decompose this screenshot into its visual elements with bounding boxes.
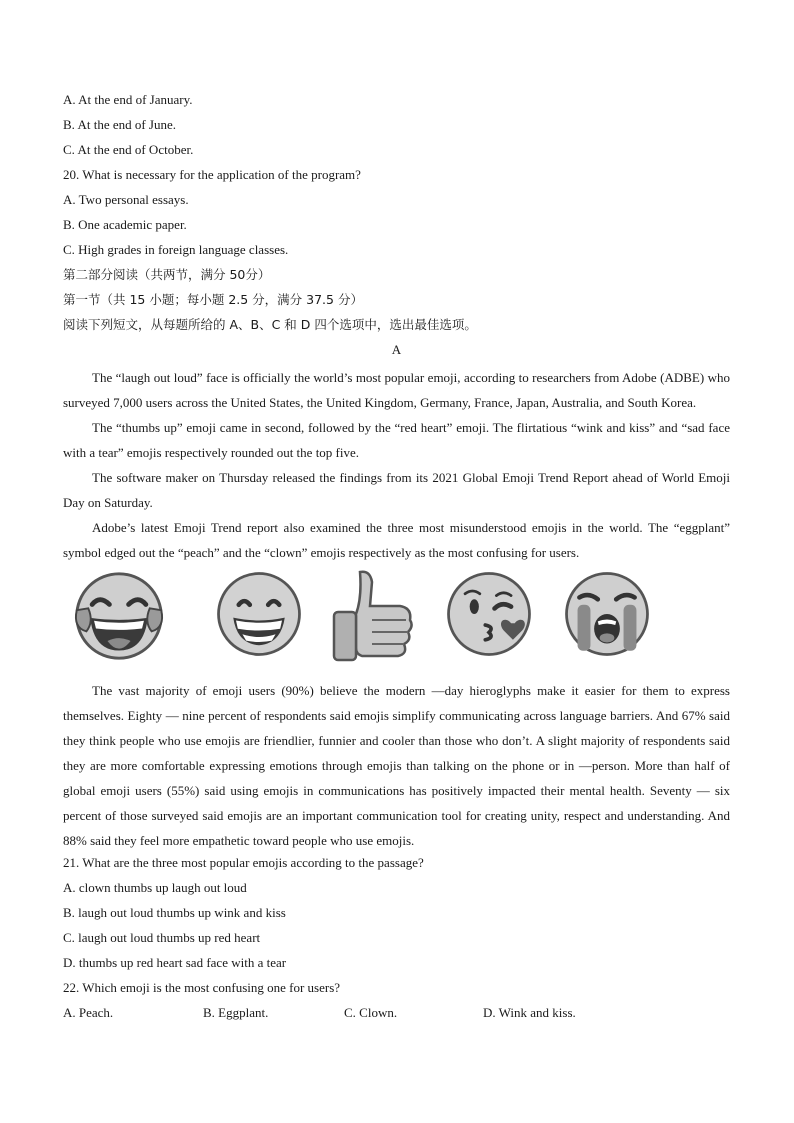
q21-option-d: D. thumbs up red heart sad face with a tear bbox=[63, 955, 287, 970]
q21-question: 21. What are the three most popular emojis according to the passage? bbox=[63, 855, 424, 870]
emoji-image-row bbox=[63, 568, 730, 676]
wink-and-kiss-emoji-icon bbox=[443, 568, 535, 660]
q22-option-b: B. Eggplant. bbox=[203, 1005, 269, 1020]
passage-label: A bbox=[391, 342, 402, 357]
q22-option-c: C. Clown. bbox=[344, 1005, 398, 1020]
thumbs-up-emoji-icon bbox=[325, 568, 417, 672]
passage-paragraph-2: The “thumbs up” emoji came in second, followed by the “red heart” emoji. The flirtatious “wink and kiss” and “sad face with a tear” emojis respectively rounded out the top five. bbox=[63, 420, 730, 460]
passage-paragraph-4: Adobe’s latest Emoji Trend report also examined the three most misunderstood emojis in the world. The “eggplant” symbol edged out the “peach” and the “clown” emojis respectively as the most confusing for users. bbox=[63, 520, 730, 560]
q21-option-b: B. laugh out loud thumbs up wink and kiss bbox=[63, 905, 286, 920]
q22-option-a: A. Peach. bbox=[63, 1005, 114, 1020]
exam-page bbox=[63, 90, 730, 1028]
grinning-emoji-icon bbox=[213, 568, 305, 660]
section-part-title: 第二部分阅读（共两节，满分 50分） bbox=[63, 267, 271, 282]
section-instruction: 阅读下列短文，从每题所给的 A、B、C 和 D 四个选项中，选出最佳选项。 bbox=[63, 317, 477, 332]
q19-option-a: A. At the end of January. bbox=[63, 92, 193, 107]
q19-option-c: C. At the end of October. bbox=[63, 142, 194, 157]
passage-paragraph-3: The software maker on Thursday released the findings from its 2021 Global Emoji Trend Report ahead of World Emoji Day on Saturday. bbox=[63, 470, 730, 510]
q22-question: 22. Which emoji is the most confusing one for users? bbox=[63, 980, 341, 995]
passage-paragraph-1: The “laugh out loud” face is officially the world’s most popular emoji, according to researchers from Adobe (ADBE) who surveyed 7,000 users across the United States, the United Kingdom, Germany, France, Japan, Australia, and South Korea. bbox=[63, 370, 730, 410]
q22-option-d: D. Wink and kiss. bbox=[483, 1005, 576, 1020]
q20-option-a: A. Two personal essays. bbox=[63, 192, 189, 207]
q20-option-b: B. One academic paper. bbox=[63, 217, 187, 232]
q21-option-c: C. laugh out loud thumbs up red heart bbox=[63, 930, 261, 945]
q22-options-row bbox=[63, 1003, 730, 1028]
q20-option-c: C. High grades in foreign language classes. bbox=[63, 242, 289, 257]
q21-option-a: A. clown thumbs up laugh out loud bbox=[63, 880, 247, 895]
laugh-out-loud-emoji-icon bbox=[71, 568, 167, 664]
q20-question: 20. What is necessary for the application of the program? bbox=[63, 167, 361, 182]
passage-paragraph-5: The vast majority of emoji users (90%) believe the modern —day hieroglyphs make it easier for them to express themselves. Eighty — nine percent of respondents said emojis simplify communicating across language barriers. And 67% said they think people who use emojis are friendlier, funnier and cooler than those who don’t. A slight majority of respondents said they are more comfortable expressing emotions through emojis than talking on the phone or in —person. More than half of global emoji users (55%) said using emojis in communications has positively impacted their mental health. Seventy — six percent of those surveyed said emojis are an important communication tool for creating unity, respect and understanding. And 88% said they feel more empathetic toward people who use emojis. bbox=[63, 683, 730, 848]
section-sub-title: 第一节（共 15 小题；每小题 2.5 分，满分 37.5 分） bbox=[63, 292, 363, 307]
sad-face-with-tear-emoji-icon bbox=[561, 568, 653, 660]
q19-option-b: B. At the end of June. bbox=[63, 117, 177, 132]
